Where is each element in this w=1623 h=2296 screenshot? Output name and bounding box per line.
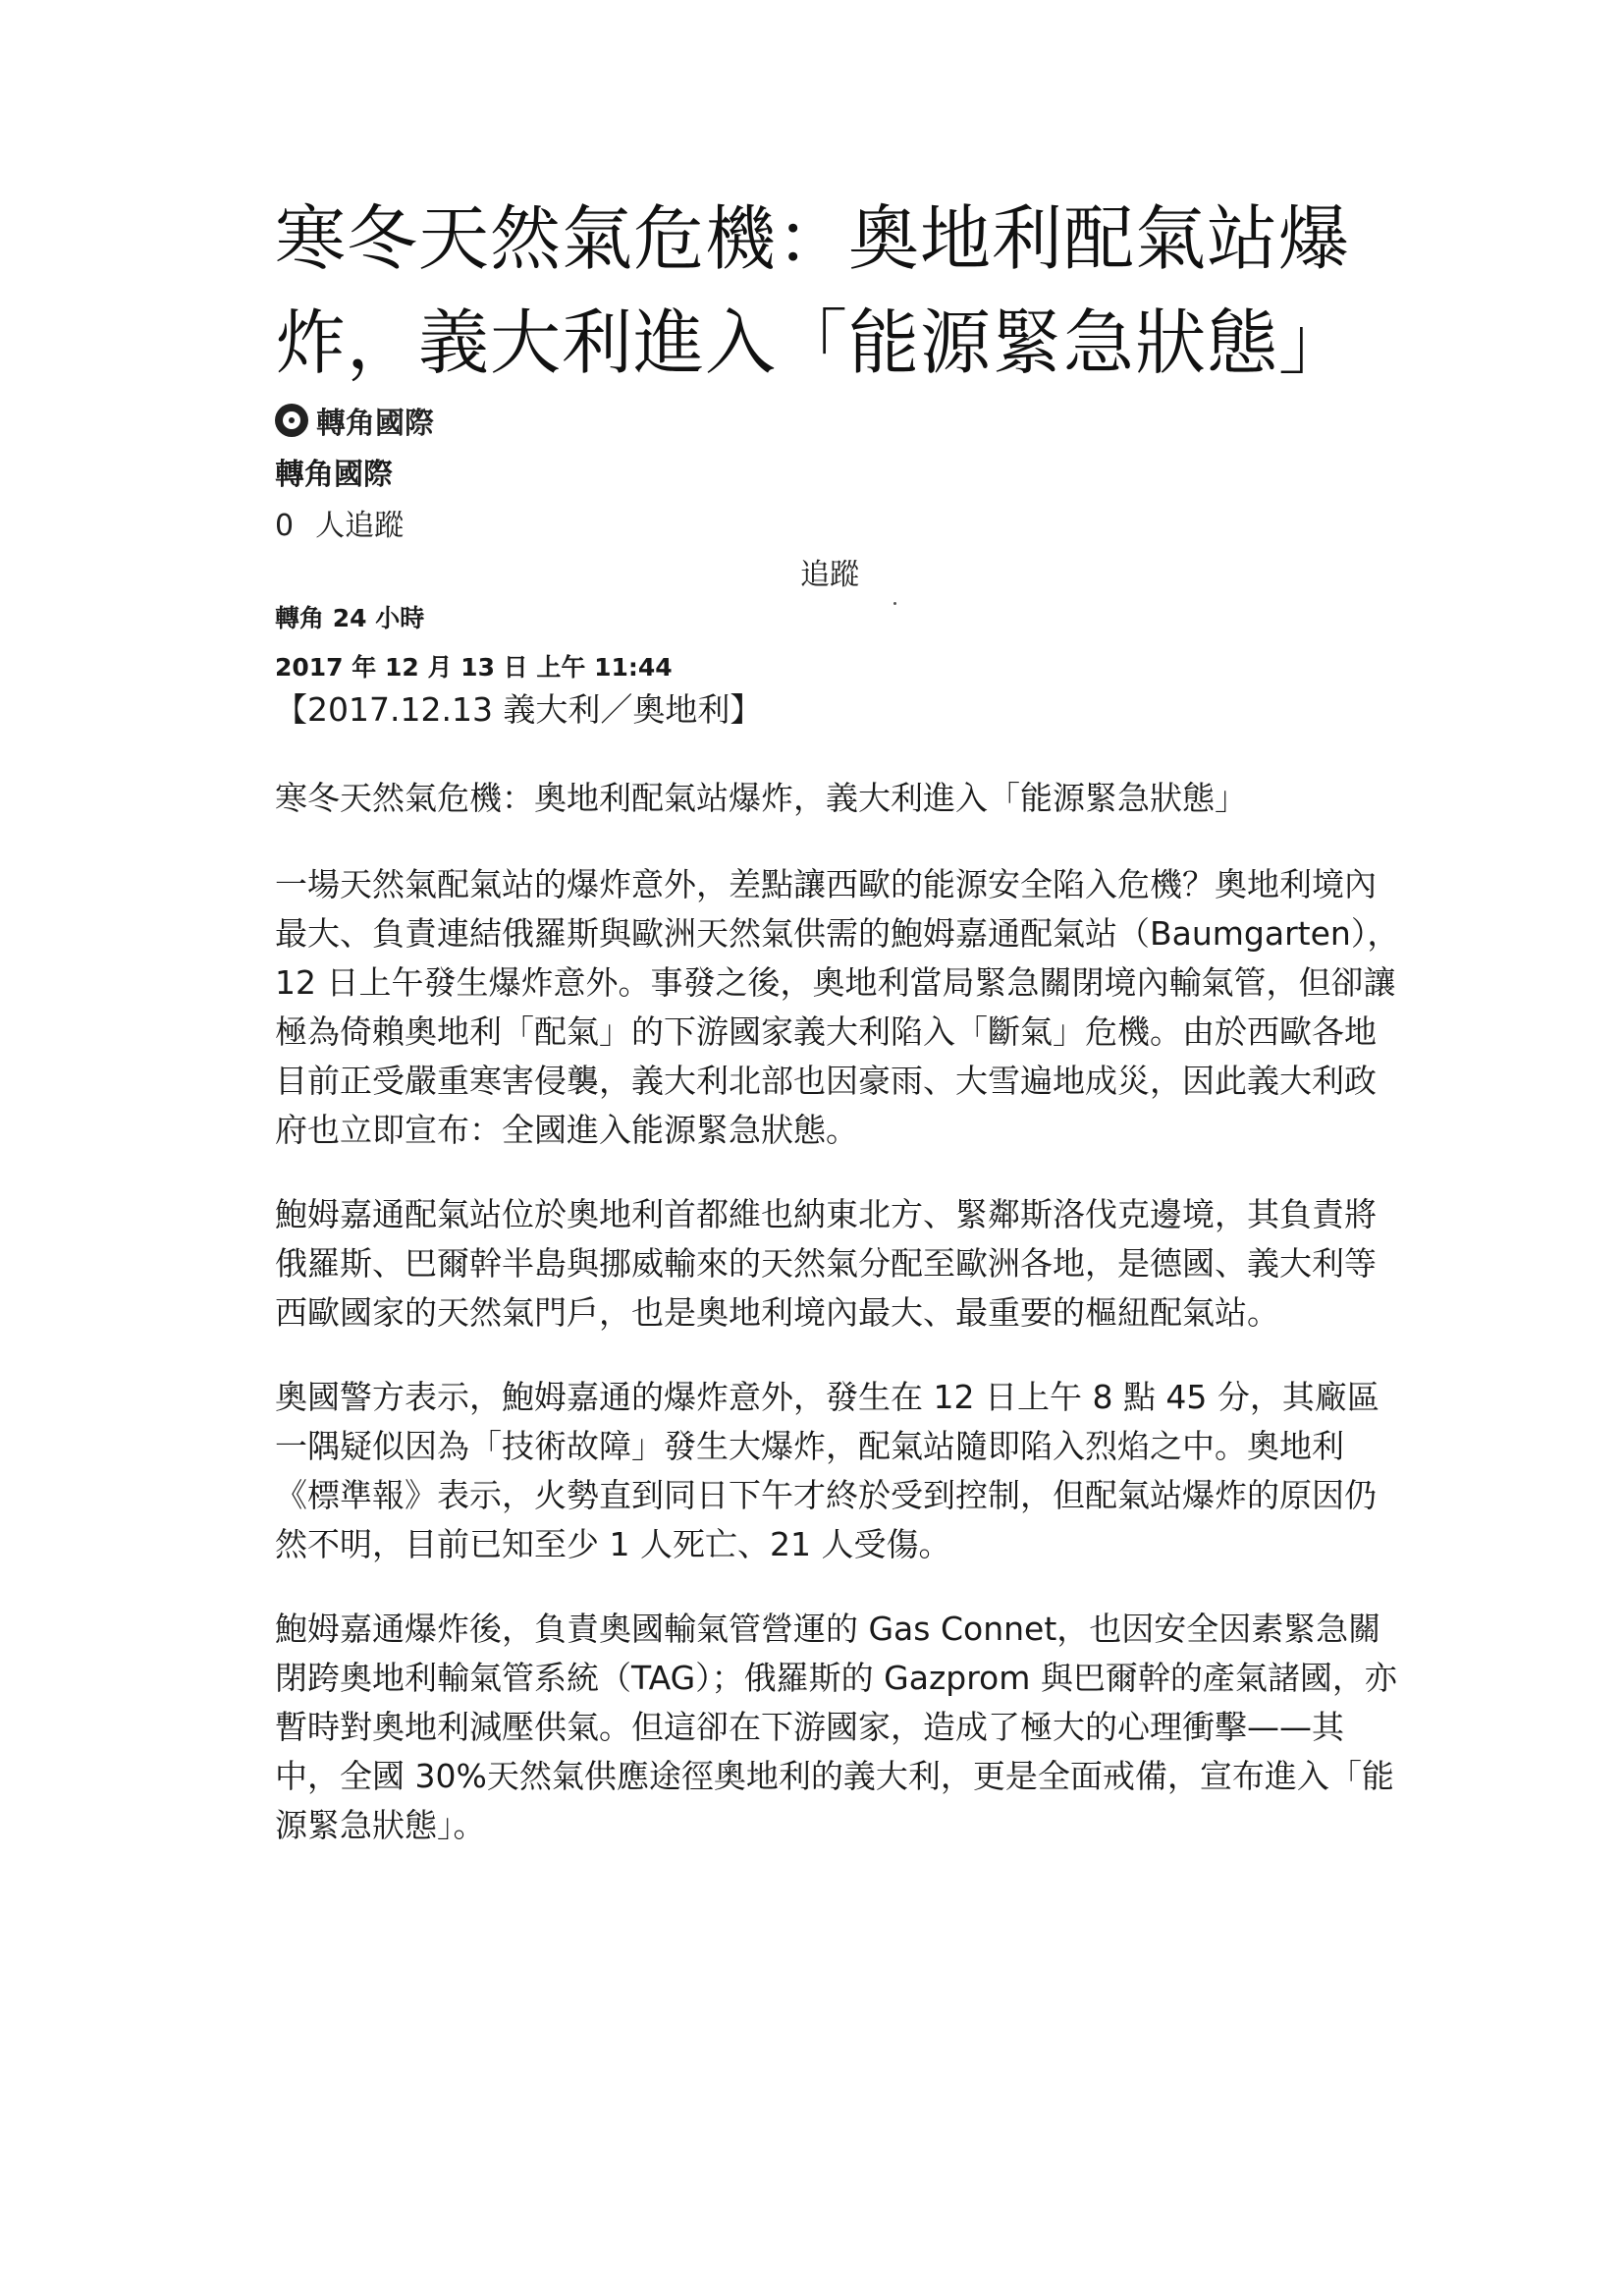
author-name[interactable]: 轉角國際 [275, 458, 393, 492]
article-container [275, 187, 1404, 1844]
article-body [275, 685, 1404, 1886]
article-dateline: 【2017.12.13 義大利／奧地利】 [275, 690, 763, 729]
publisher-logo-text: 轉角國際 [316, 407, 434, 441]
publish-date: 2017 年 12 月 13 日 上午 11:44 [275, 653, 673, 682]
article-paragraph: 奧國警方表示，鮑姆嘉通的爆炸意外，發生在 12 日上午 8 點 45 分，其廠區一隅疑似因為「技術故障」發生大爆炸，配氣站隨即陷入烈焰之中。奧地利《標準報》表示，火勢直到同日下午才終於受到控制，但配氣站爆炸的原因仍然不明，目前已知至少 1 人死亡、21 人受傷。 [275, 1378, 1380, 1563]
publisher-logo-icon [275, 404, 308, 437]
article-paragraph: 鮑姆嘉通配氣站位於奧地利首都維也納東北方、緊鄰斯洛伐克邊境，其負責將俄羅斯、巴爾幹半島與挪威輸來的天然氣分配至歐洲各地，是德國、義大利等西歐國家的天然氣門戶，也是奧地利境內最大、最重要的樞紐配氣站。 [275, 1195, 1377, 1332]
publisher-logo [275, 397, 1404, 444]
follower-count-label: 人追蹤 [315, 509, 405, 543]
article-paragraph: 一場天然氣配氣站的爆炸意外，差點讓西歐的能源安全陷入危機？奧地利境內最大、負責連結俄羅斯與歐洲天然氣供需的鮑姆嘉通配氣站（Baumgarten），12 日上午發生爆炸意外。事發之後，奧地利當局緊急關閉境內輸氣管，但卻讓極為倚賴奧地利「配氣」的下游國家義大利陷入「斷氣」危機。由於西歐各地目前正受嚴重寒害侵襲，義大利北部也因豪雨、大雪遍地成災，因此義大利政府也立即宣布：全國進入能源緊急狀態。 [275, 865, 1400, 1149]
follower-count-number: 0 [275, 509, 295, 543]
article-title: 寒冬天然氣危機：奧地利配氣站爆炸，義大利進入「能源緊急狀態」 [275, 197, 1351, 384]
article-lead: 寒冬天然氣危機：奧地利配氣站爆炸，義大利進入「能源緊急狀態」 [275, 779, 1247, 817]
follower-count [275, 503, 1404, 550]
channel-label: 轉角 24 小時 [275, 604, 425, 632]
article-paragraph: 鮑姆嘉通爆炸後，負責奧國輸氣管營運的 Gas Connet，也因安全因素緊急關閉跨奧地利輸氣管系統（TAG）；俄羅斯的 Gazprom 與巴爾幹的產氣諸國，亦暫時對奧地利減壓供氣。但這卻在下游國家，造成了極大的心理衝擊——其中，全國 30%天然氣供應途徑奧地利的義大利，更是全面戒備，宣布進入「能源緊急狀態」。 [275, 1610, 1397, 1844]
scan-speck [893, 602, 896, 605]
follow-button[interactable]: 追蹤 [800, 550, 859, 593]
